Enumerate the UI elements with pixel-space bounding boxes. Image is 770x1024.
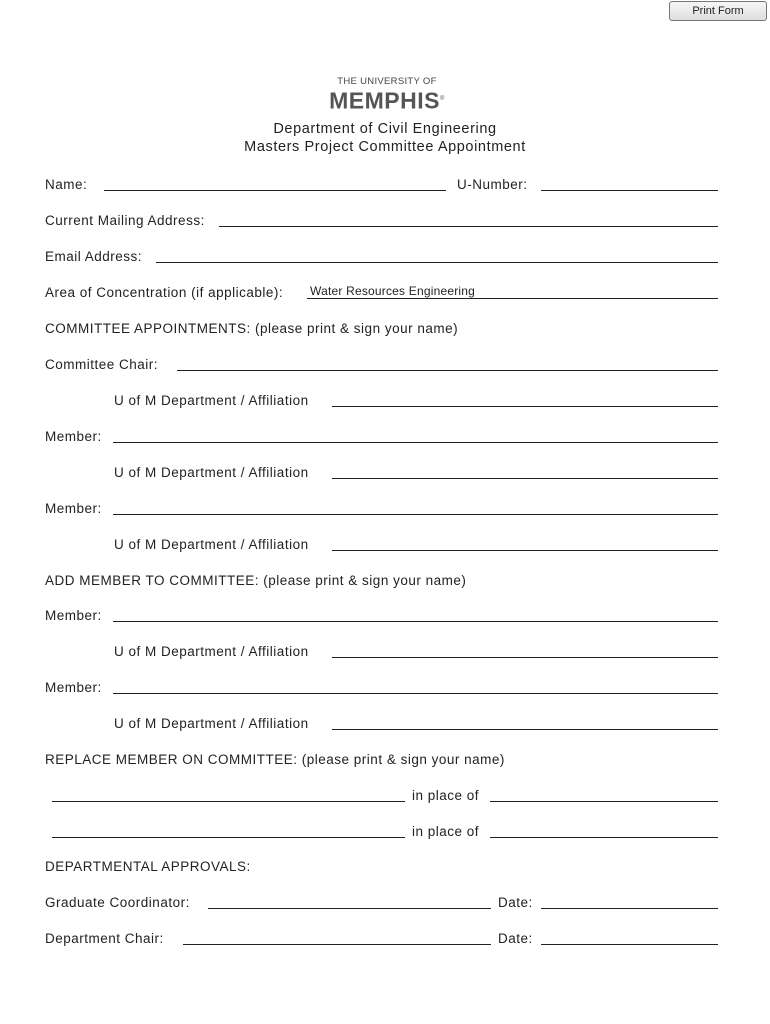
member-2-affiliation-label: U of M Department / Affiliation bbox=[114, 537, 309, 552]
member-1-affiliation-label: U of M Department / Affiliation bbox=[114, 465, 309, 480]
mailing-address-field[interactable] bbox=[219, 225, 718, 227]
university-logo bbox=[324, 76, 450, 114]
add-member-2-affiliation-field[interactable] bbox=[332, 728, 718, 730]
chair-affiliation-label: U of M Department / Affiliation bbox=[114, 393, 309, 408]
chair-date-label: Date: bbox=[498, 931, 533, 946]
u-number-field[interactable] bbox=[541, 189, 718, 191]
add-member-heading: ADD MEMBER TO COMMITTEE: (please print & sign your name) bbox=[45, 573, 467, 588]
member-1-field[interactable] bbox=[113, 441, 718, 443]
print-form-button[interactable]: Print Form bbox=[669, 1, 767, 21]
department-chair-label: Department Chair: bbox=[45, 931, 164, 946]
form-title: Masters Project Committee Appointment bbox=[244, 139, 526, 155]
in-place-of-2-label: in place of bbox=[412, 824, 480, 839]
concentration-value: Water Resources Engineering bbox=[310, 284, 476, 298]
chair-date-field[interactable] bbox=[541, 943, 718, 945]
email-field[interactable] bbox=[156, 261, 718, 263]
member-1-label: Member: bbox=[45, 429, 102, 444]
replace-member-heading: REPLACE MEMBER ON COMMITTEE: (please print & sign your name) bbox=[45, 752, 505, 767]
coordinator-date-field[interactable] bbox=[541, 907, 718, 909]
graduate-coordinator-field[interactable] bbox=[208, 907, 491, 909]
in-place-of-1-label: in place of bbox=[412, 788, 480, 803]
mailing-address-label: Current Mailing Address: bbox=[45, 213, 205, 228]
concentration-label: Area of Concentration (if applicable): bbox=[45, 285, 284, 300]
coordinator-date-label: Date: bbox=[498, 895, 533, 910]
logo-main-text: MEMPHIS® bbox=[329, 87, 445, 114]
name-field[interactable] bbox=[104, 189, 446, 191]
committee-appointments-heading: COMMITTEE APPOINTMENTS: (please print & sign your name) bbox=[45, 321, 459, 336]
replace-old-member-1-field[interactable] bbox=[490, 800, 718, 802]
replace-old-member-2-field[interactable] bbox=[490, 836, 718, 838]
chair-affiliation-field[interactable] bbox=[332, 405, 718, 407]
department-title: Department of Civil Engineering bbox=[273, 121, 497, 137]
departmental-approvals-heading: DEPARTMENTAL APPROVALS: bbox=[45, 859, 251, 874]
add-member-2-affiliation-label: U of M Department / Affiliation bbox=[114, 716, 309, 731]
email-label: Email Address: bbox=[45, 249, 143, 264]
add-member-1-field[interactable] bbox=[113, 620, 718, 622]
name-label: Name: bbox=[45, 177, 88, 192]
add-member-1-affiliation-field[interactable] bbox=[332, 656, 718, 658]
committee-chair-label: Committee Chair: bbox=[45, 357, 159, 372]
logo-top-text: THE UNIVERSITY OF bbox=[337, 76, 437, 87]
replace-new-member-2-field[interactable] bbox=[52, 836, 405, 838]
add-member-1-affiliation-label: U of M Department / Affiliation bbox=[114, 644, 309, 659]
member-2-field[interactable] bbox=[113, 513, 718, 515]
replace-new-member-1-field[interactable] bbox=[52, 800, 405, 802]
graduate-coordinator-label: Graduate Coordinator: bbox=[45, 895, 190, 910]
committee-chair-field[interactable] bbox=[177, 369, 718, 371]
add-member-2-field[interactable] bbox=[113, 692, 718, 694]
add-member-2-label: Member: bbox=[45, 680, 102, 695]
add-member-1-label: Member: bbox=[45, 608, 102, 623]
u-number-label: U-Number: bbox=[457, 177, 528, 192]
department-chair-field[interactable] bbox=[183, 943, 491, 945]
member-2-affiliation-field[interactable] bbox=[332, 549, 718, 551]
member-2-label: Member: bbox=[45, 501, 102, 516]
member-1-affiliation-field[interactable] bbox=[332, 477, 718, 479]
